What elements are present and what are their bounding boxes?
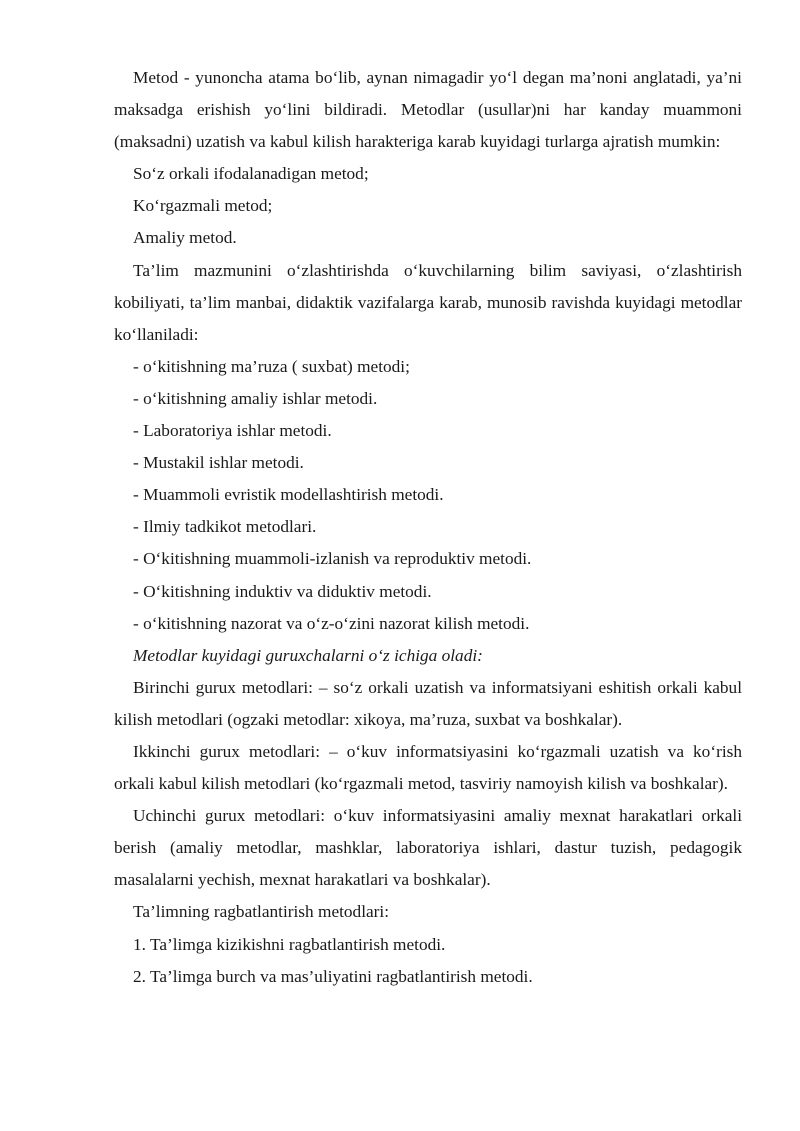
- list-item-nazorat: - o‘kitishning nazorat va o‘z-o‘zini nazorat kilish metodi.: [133, 613, 530, 633]
- paragraph-ikkinchi-gurux: Ikkinchi gurux metodlari: – o‘kuv informatsiyasini ko‘rgazmali uzatish va ko‘rish orkali kabul kilish metodlari (ko‘rgazmali metod, tasviriy namoyish kilish va boshkalar).: [114, 741, 742, 794]
- paragraph-ragbatlantirish: Ta’limning ragbatlantirish metodlari:: [133, 902, 390, 922]
- list-item-evristik: - Muammoli evristik modellashtirish metodi.: [133, 485, 444, 505]
- list-item-mustakil: - Mustakil ishlar metodi.: [133, 453, 304, 473]
- paragraph-talim-mazmuni: Ta’lim mazmunini o‘zlashtirishda o‘kuvchilarning bilim saviyasi, o‘zlashtirish kobiliyati, ta’lim manbai, didaktik vazifalarga karab, munosib ravishda kuyidagi metodlar ko‘llaniladi:: [114, 260, 742, 344]
- list-item-burch: 2. Ta’limga burch va mas’uliyatini ragbatlantirish metodi.: [133, 966, 533, 986]
- paragraph-metod-definition: Metod - yunoncha atama bo‘lib, aynan nimagadir yo‘l degan ma’noni anglatadi, ya’ni maksadga erishish yo‘lini bildiradi. Metodlar (usullar)ni har kanday muammoni (maksadni) uzatish va kabul kilish harakteriga karab kuyidagi turlarga ajratish mumkin:: [114, 68, 742, 152]
- list-item-ilmiy: - Ilmiy tadkikot metodlari.: [133, 517, 317, 537]
- list-item-kizikish: 1. Ta’limga kizikishni ragbatlantirish metodi.: [133, 934, 446, 954]
- section-heading-guruxchalar: Metodlar kuyidagi guruxchalarni o‘z ichiga oladi:: [133, 645, 483, 665]
- list-item-amaliy: Amaliy metod.: [133, 228, 237, 248]
- text-body: [114, 62, 742, 993]
- list-item-soz-orkali: So‘z orkali ifodalanadigan metod;: [133, 164, 369, 184]
- paragraph-birinchi-gurux: Birinchi gurux metodlari: – so‘z orkali uzatish va informatsiyani eshitish orkali kabul kilish metodlari (ogzaki metodlar: xikoya, ma’ruza, suxbat va boshkalar).: [114, 677, 742, 729]
- list-item-laboratoriya: - Laboratoriya ishlar metodi.: [133, 421, 332, 441]
- list-item-induktiv: - O‘kitishning induktiv va diduktiv metodi.: [133, 581, 432, 601]
- list-item-amaliy-ishlar: - o‘kitishning amaliy ishlar metodi.: [133, 388, 378, 408]
- list-item-maruza: - o‘kitishning ma’ruza ( suxbat) metodi;: [133, 356, 410, 376]
- list-item-korgazmali: Ko‘rgazmali metod;: [133, 196, 273, 216]
- list-item-muammoli: - O‘kitishning muammoli-izlanish va reproduktiv metodi.: [133, 549, 532, 569]
- paragraph-uchinchi-gurux: Uchinchi gurux metodlari: o‘kuv informatsiyasini amaliy mexnat harakatlari orkali berish (amaliy metodlar, mashklar, laboratoriya ishlari, dastur tuzish, pedagogik masalalarni yechish, mexnat harakatlari va boshkalar).: [114, 806, 742, 890]
